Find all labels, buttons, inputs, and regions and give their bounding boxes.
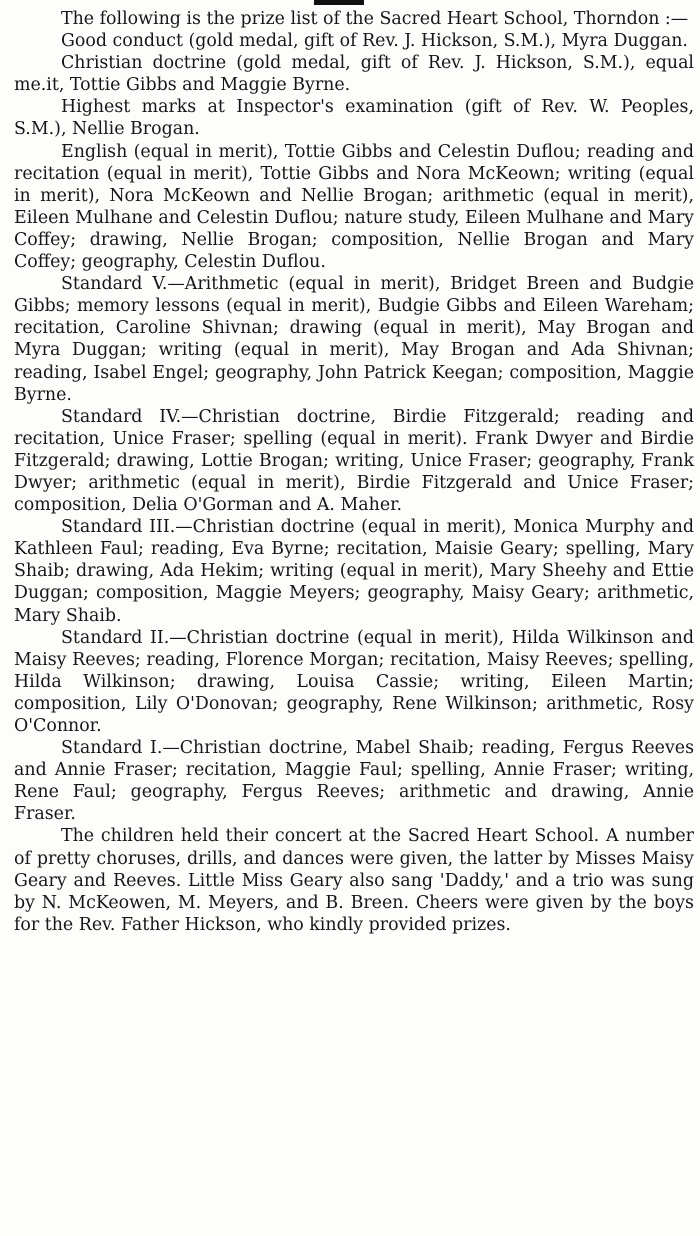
good-conduct-paragraph: Good conduct (gold medal, gift of Rev. J. Hickson, S.M.), Myra Duggan.: [61, 31, 688, 52]
standard-iv-paragraph: Standard IV.—Christian doctrine, Birdie Fitzgerald; reading and recitation, Unice Fraser; spelling (equal in merit). Frank Dwyer and Birdie Fitzgerald; drawing, Lottie Brogan; writing, Unice Fraser; geography, Frank Dwyer; arithmetic (equal in merit), Birdie Fitzgerald and Unice Fraser; composition, Delia O'Gorman and A. Maher.: [14, 406, 694, 516]
concert-paragraph: The children held their concert at the Sacred Heart School. A number of pretty choruses, drills, and dances were given, the latter by Misses Maisy Geary and Reeves. Little Miss Geary also sang 'Daddy,' and a trio was sung by N. McKeowen, M. Meyers, and B. Breen. Cheers were given by the boys for the Rev. Father Hickson, who kindly provided prizes.: [14, 826, 694, 935]
english-paragraph: English (equal in merit), Tottie Gibbs and Celestin Duflou; reading and recitation (equal in merit), Tottie Gibbs and Nora McKeown; writing (equal in merit), Nora McKeown and Nellie Brogan; arithmetic (equal in merit), Eileen Mulhane and Celestin Duflou; nature study, Eileen Mulhane and Mary Coffey; drawing, Nellie Brogan; composition, Nellie Brogan and Mary Coffey; geography, Celestin Duflou.: [14, 141, 694, 273]
standard-iii-paragraph: Standard III.—Christian doctrine (equal in merit), Monica Murphy and Kathleen Faul; reading, Eva Byrne; recitation, Maisie Geary; spelling, Mary Shaib; drawing, Ada Hekim; writing (equal in merit), Mary Sheehy and Ettie Duggan; composition, Maggie Meyers; geography, Maisy Geary; arithmetic, Mary Shaib.: [14, 517, 694, 626]
standard-v-paragraph: Standard V.—Arithmetic (equal in merit), Bridget Breen and Budgie Gibbs; memory lessons (equal in merit), Budgie Gibbs and Eileen Wareham; recitation, Caroline Shivnan; drawing (equal in merit), May Brogan and Myra Duggan; writing (equal in merit), May Brogan and Ada Shivnan; reading, Isabel Engel; geography, John Patrick Keegan; composition, Maggie Byrne.: [14, 274, 694, 405]
christian-doctrine-paragraph: Christian doctrine (gold medal, gift of Rev. J. Hickson, S.M.), equal me.it, Tottie Gibbs and Maggie Byrne.: [14, 53, 694, 96]
standard-ii-paragraph: Standard II.—Christian doctrine (equal in merit), Hilda Wilkinson and Maisy Reeves; reading, Florence Morgan; recitation, Maisy Reeves; spelling, Hilda Wilkinson; drawing, Louisa Cassie; writing, Eileen Martin; composition, Lily O'Donovan; geography, Rene Wilkinson; arithmetic, Rosy O'Connor.: [14, 627, 694, 736]
intro-paragraph: The following is the prize list of the Sacred Heart School, Thorndon :—: [61, 9, 689, 29]
column-top-rule: [314, 0, 364, 5]
article-column: [14, 8, 694, 936]
standard-i-paragraph: Standard I.—Christian doctrine, Mabel Shaib; reading, Fergus Reeves and Annie Fraser; recitation, Maggie Faul; spelling, Annie Fraser; writing, Rene Faul; geography, Fergus Reeves; arithmetic and drawing, Annie Fraser.: [14, 738, 694, 825]
highest-marks-paragraph: Highest marks at Inspector's examination (gift of Rev. W. Peoples, S.M.), Nellie Brogan.: [14, 97, 694, 140]
